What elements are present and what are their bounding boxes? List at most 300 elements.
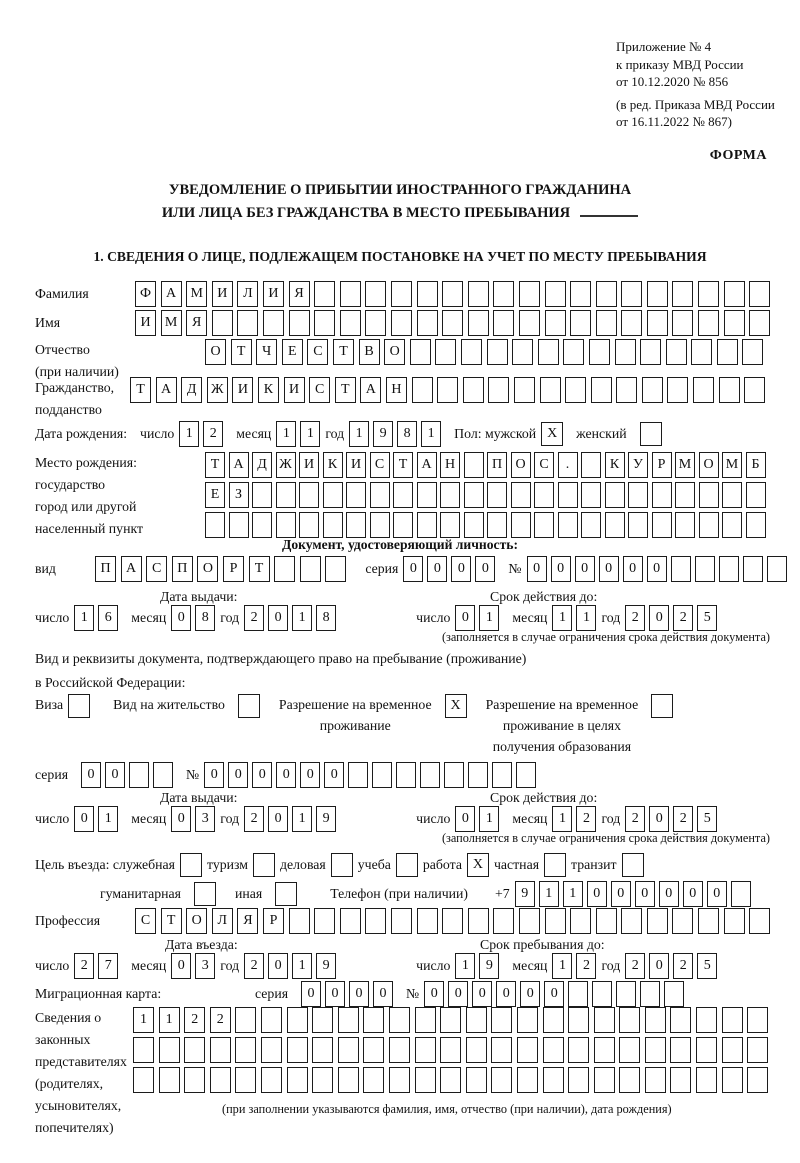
- sex-female-checkbox[interactable]: [640, 422, 662, 446]
- char-box: 0: [373, 981, 393, 1007]
- char-box: [616, 377, 637, 403]
- char-box: X: [467, 853, 489, 877]
- sex-female-label: женский: [576, 426, 627, 441]
- char-box: [731, 881, 751, 907]
- char-box: [640, 981, 660, 1007]
- char-box: З: [229, 482, 249, 508]
- year-label: год: [220, 610, 240, 625]
- purpose-business-checkbox[interactable]: [331, 853, 353, 877]
- birth-place-input-2[interactable]: [205, 482, 766, 508]
- char-box: [435, 339, 456, 365]
- char-box: Б: [746, 452, 766, 478]
- patronymic-note: (при наличии): [35, 364, 119, 379]
- char-box: 2: [203, 421, 223, 447]
- stay-day-input[interactable]: [455, 953, 499, 979]
- char-box: [68, 694, 90, 718]
- purpose-work-checkbox[interactable]: [467, 853, 489, 877]
- char-box: [340, 908, 361, 934]
- char-box: [194, 882, 216, 906]
- char-box: 0: [424, 981, 444, 1007]
- birth-place-input-3[interactable]: [205, 512, 766, 538]
- char-box: [391, 310, 412, 336]
- char-box: [493, 281, 514, 307]
- representatives-input-2[interactable]: [133, 1037, 768, 1063]
- char-box: О: [511, 452, 531, 478]
- char-box: [647, 281, 668, 307]
- char-box: 9: [515, 881, 535, 907]
- char-box: 0: [472, 981, 492, 1007]
- char-box: [516, 762, 536, 788]
- entry-purpose-row: [35, 853, 644, 877]
- char-box: [312, 1067, 333, 1093]
- char-box: [444, 762, 464, 788]
- migration-card-row: [35, 981, 684, 1007]
- char-box: С: [534, 452, 554, 478]
- day-label: число: [35, 610, 70, 625]
- char-box: И: [212, 281, 233, 307]
- doc-dates-row: [35, 605, 717, 631]
- purpose-private-label: частная: [493, 857, 540, 872]
- char-box: [568, 1037, 589, 1063]
- patronymic-label: Отчество: [35, 342, 90, 357]
- char-box: 0: [587, 881, 607, 907]
- char-box: 1: [349, 421, 369, 447]
- mc-number-input[interactable]: [424, 981, 684, 1007]
- char-box: 0: [228, 762, 248, 788]
- edu-permit-checkbox[interactable]: [651, 694, 673, 718]
- char-box: 0: [171, 806, 191, 832]
- char-box: [511, 482, 531, 508]
- char-box: [493, 310, 514, 336]
- char-box: [581, 512, 601, 538]
- year-label: год: [325, 426, 345, 441]
- char-box: [746, 512, 766, 538]
- char-box: [442, 310, 463, 336]
- visa-checkbox[interactable]: [68, 694, 90, 718]
- char-box: [722, 1007, 743, 1033]
- char-box: [722, 1037, 743, 1063]
- char-box: 0: [252, 762, 272, 788]
- char-box: [746, 482, 766, 508]
- permit-number-input[interactable]: [204, 762, 536, 788]
- char-box: 0: [268, 605, 288, 631]
- char-box: [312, 1007, 333, 1033]
- char-box: [544, 853, 566, 877]
- char-box: [691, 339, 712, 365]
- char-box: [129, 762, 149, 788]
- char-box: [261, 1007, 282, 1033]
- appendix-line: Приложение № 4: [616, 39, 712, 54]
- char-box: М: [186, 281, 207, 307]
- char-box: [622, 853, 644, 877]
- char-box: [534, 482, 554, 508]
- char-box: 0: [204, 762, 224, 788]
- char-box: [744, 377, 765, 403]
- doc-valid-day-input[interactable]: [455, 605, 499, 631]
- purpose-study-checkbox[interactable]: [396, 853, 418, 877]
- char-box: [274, 556, 295, 582]
- char-box: [570, 310, 591, 336]
- birth-place-input-1[interactable]: [205, 452, 766, 478]
- char-box: 0: [649, 605, 669, 631]
- char-box: С: [309, 377, 330, 403]
- citizenship-label-2: подданство: [35, 402, 102, 417]
- char-box: [565, 377, 586, 403]
- char-box: 2: [244, 605, 264, 631]
- char-box: 2: [184, 1007, 205, 1033]
- doc-issue-month-input[interactable]: [171, 605, 215, 631]
- purpose-transit-label: транзит: [571, 857, 617, 872]
- char-box: [664, 981, 684, 1007]
- char-box: [417, 512, 437, 538]
- char-box: [652, 482, 672, 508]
- purpose-official-checkbox[interactable]: [180, 853, 202, 877]
- sex-male-checkbox[interactable]: [541, 422, 563, 446]
- char-box: [570, 908, 591, 934]
- sex-male-label: Пол: мужской: [454, 426, 537, 441]
- char-box: [442, 908, 463, 934]
- year-label: год: [601, 610, 621, 625]
- purpose-official-label: Цель въезда: служебная: [35, 857, 176, 872]
- citizenship-input[interactable]: [130, 377, 765, 403]
- char-box: [568, 1067, 589, 1093]
- permit-series-label: серия: [35, 767, 69, 782]
- char-box: [615, 339, 636, 365]
- char-box: [238, 694, 260, 718]
- char-box: [594, 1007, 615, 1033]
- char-box: [491, 1007, 512, 1033]
- char-box: 0: [683, 881, 703, 907]
- char-box: [370, 512, 390, 538]
- char-box: [437, 377, 458, 403]
- char-box: [363, 1037, 384, 1063]
- form-title: [0, 179, 800, 225]
- mc-number-label: №: [406, 986, 420, 1001]
- profession-row: [35, 908, 770, 934]
- char-box: [517, 1037, 538, 1063]
- year-label: год: [601, 958, 621, 973]
- mc-series-input[interactable]: [301, 981, 393, 1007]
- day-label: число: [35, 958, 70, 973]
- char-box: [252, 482, 272, 508]
- doc-valid-month-input[interactable]: [552, 605, 596, 631]
- char-box: X: [445, 694, 467, 718]
- day-label: число: [416, 610, 451, 625]
- char-box: 0: [649, 806, 669, 832]
- char-box: 0: [527, 556, 547, 582]
- char-box: [645, 1067, 666, 1093]
- char-box: [468, 310, 489, 336]
- char-box: Ч: [256, 339, 277, 365]
- char-box: [591, 377, 612, 403]
- char-box: В: [359, 339, 380, 365]
- char-box: П: [487, 452, 507, 478]
- char-box: [672, 281, 693, 307]
- char-box: [365, 908, 386, 934]
- char-box: [466, 1067, 487, 1093]
- char-box: [672, 908, 693, 934]
- char-box: [323, 512, 343, 538]
- char-box: [289, 908, 310, 934]
- char-box: [670, 1067, 691, 1093]
- forma-label: ФОРМА: [709, 148, 767, 163]
- char-box: [517, 1007, 538, 1033]
- char-box: 1: [74, 605, 94, 631]
- char-box: [749, 281, 770, 307]
- representatives-label-6: попечителях): [35, 1120, 114, 1135]
- char-box: [464, 512, 484, 538]
- char-box: [159, 1067, 180, 1093]
- validity-note: (заполняется в случае ограничения срока действия документа): [441, 630, 770, 644]
- entry-year-input[interactable]: [244, 953, 336, 979]
- purpose-other-checkbox[interactable]: [275, 882, 297, 906]
- char-box: [287, 1037, 308, 1063]
- char-box: [287, 1007, 308, 1033]
- doc-issue-day-input[interactable]: [74, 605, 118, 631]
- char-box: [468, 908, 489, 934]
- char-box: [545, 310, 566, 336]
- char-box: [440, 512, 460, 538]
- doc-issue-year-input[interactable]: [244, 605, 336, 631]
- char-box: Я: [186, 310, 207, 336]
- permit-issue-year-input[interactable]: [244, 806, 336, 832]
- char-box: 1: [421, 421, 441, 447]
- char-box: [594, 1037, 615, 1063]
- char-box: 5: [697, 806, 717, 832]
- char-box: [440, 1007, 461, 1033]
- char-box: [331, 853, 353, 877]
- profession-input[interactable]: [135, 908, 770, 934]
- char-box: Р: [263, 908, 284, 934]
- temp-permit-label: Разрешение на временное проживание: [278, 697, 432, 733]
- char-box: 0: [74, 806, 94, 832]
- surname-input[interactable]: [135, 281, 770, 307]
- char-box: [581, 482, 601, 508]
- citizenship-label-1: Гражданство,: [35, 380, 115, 395]
- city-label-1: город или другой: [35, 499, 137, 514]
- char-box: [545, 908, 566, 934]
- char-box: [592, 981, 612, 1007]
- char-box: 2: [673, 953, 693, 979]
- char-box: Т: [231, 339, 252, 365]
- char-box: [346, 512, 366, 538]
- char-box: [487, 339, 508, 365]
- permit-issue-month-input[interactable]: [171, 806, 215, 832]
- char-box: [314, 310, 335, 336]
- stay-month-input[interactable]: [552, 953, 596, 979]
- char-box: [514, 377, 535, 403]
- representatives-label-2: законных: [35, 1032, 91, 1047]
- char-box: С: [135, 908, 156, 934]
- char-box: [517, 1067, 538, 1093]
- char-box: А: [360, 377, 381, 403]
- city-label-2: населенный пункт: [35, 521, 144, 536]
- char-box: 0: [551, 556, 571, 582]
- profession-label: Профессия: [35, 913, 101, 928]
- surname-row: [35, 281, 770, 307]
- permit-issue-date-label: Дата выдачи:: [160, 790, 238, 805]
- appendix-reference: [616, 38, 775, 131]
- blank-underline: [580, 203, 638, 217]
- char-box: [596, 310, 617, 336]
- doc-series-input[interactable]: [403, 556, 495, 582]
- purpose-tourism-checkbox[interactable]: [253, 853, 275, 877]
- birth-place-row-2: [205, 482, 766, 508]
- day-label: число: [416, 958, 451, 973]
- char-box: П: [172, 556, 193, 582]
- char-box: 0: [171, 953, 191, 979]
- residence-permit-checkbox[interactable]: [238, 694, 260, 718]
- char-box: [235, 1037, 256, 1063]
- char-box: 9: [373, 421, 393, 447]
- stay-until-label: Срок пребывания до:: [480, 937, 605, 952]
- permit-series-input[interactable]: [81, 762, 173, 788]
- char-box: [363, 1007, 384, 1033]
- birth-year-input[interactable]: [349, 421, 441, 447]
- permit-valid-month-input[interactable]: [552, 806, 596, 832]
- representatives-label-4: (родителях,: [35, 1076, 104, 1091]
- representatives-input-1[interactable]: [133, 1007, 768, 1033]
- name-input[interactable]: [135, 310, 770, 336]
- representatives-note: (при заполнении указываются фамилия, имя, отчество (при наличии), дата рождения): [222, 1102, 672, 1116]
- doc-type-input[interactable]: [95, 556, 346, 582]
- char-box: Ж: [207, 377, 228, 403]
- char-box: 1: [276, 421, 296, 447]
- char-box: [719, 556, 739, 582]
- char-box: Т: [393, 452, 413, 478]
- char-box: [695, 556, 715, 582]
- char-box: [742, 339, 763, 365]
- char-box: 0: [81, 762, 101, 788]
- doc-valid-year-input[interactable]: [625, 605, 717, 631]
- char-box: [724, 908, 745, 934]
- permit-valid-year-input[interactable]: [625, 806, 717, 832]
- char-box: [699, 482, 719, 508]
- char-box: О: [186, 908, 207, 934]
- char-box: [594, 1067, 615, 1093]
- char-box: [749, 908, 770, 934]
- char-box: [235, 1007, 256, 1033]
- char-box: [722, 1067, 743, 1093]
- char-box: [153, 762, 173, 788]
- purpose-transit-checkbox[interactable]: [622, 853, 644, 877]
- patronymic-input[interactable]: [205, 339, 763, 365]
- birth-day-input[interactable]: [179, 421, 223, 447]
- char-box: 2: [576, 806, 596, 832]
- char-box: 2: [74, 953, 94, 979]
- char-box: [519, 310, 540, 336]
- char-box: [261, 1067, 282, 1093]
- char-box: [519, 908, 540, 934]
- char-box: 6: [98, 605, 118, 631]
- char-box: 0: [451, 556, 471, 582]
- purpose-private-checkbox[interactable]: [544, 853, 566, 877]
- purpose-humanitarian-label: гуманитарная: [100, 886, 181, 901]
- char-box: 2: [576, 953, 596, 979]
- representatives-input-3[interactable]: [133, 1067, 768, 1093]
- residence-permit-label: Вид на жительство: [113, 697, 225, 712]
- entry-day-input[interactable]: [74, 953, 118, 979]
- year-label: год: [220, 811, 240, 826]
- char-box: [417, 482, 437, 508]
- char-box: 1: [552, 953, 572, 979]
- char-box: 1: [179, 421, 199, 447]
- char-box: [464, 452, 484, 478]
- permit-series-row: [35, 762, 536, 788]
- char-box: 1: [479, 605, 499, 631]
- permit-valid-day-input[interactable]: [455, 806, 499, 832]
- representatives-label-1: Сведения о: [35, 1010, 102, 1025]
- representatives-label-5: усыновителях,: [35, 1098, 122, 1113]
- phone-input[interactable]: [515, 881, 751, 907]
- char-box: [621, 281, 642, 307]
- char-box: 9: [316, 953, 336, 979]
- char-box: [563, 339, 584, 365]
- appendix-line: от 10.12.2020 № 856: [616, 74, 729, 89]
- char-box: 2: [210, 1007, 231, 1033]
- char-box: 0: [349, 981, 369, 1007]
- char-box: 0: [611, 881, 631, 907]
- char-box: [365, 281, 386, 307]
- identity-doc-row: [35, 556, 787, 582]
- char-box: [672, 310, 693, 336]
- char-box: [645, 1037, 666, 1063]
- char-box: [261, 1037, 282, 1063]
- stay-year-input[interactable]: [625, 953, 717, 979]
- char-box: [619, 1037, 640, 1063]
- birth-month-input[interactable]: [276, 421, 320, 447]
- char-box: О: [699, 452, 719, 478]
- char-box: [558, 512, 578, 538]
- temp-permit-checkbox[interactable]: [445, 694, 467, 718]
- name-label: Имя: [35, 315, 61, 330]
- char-box: [491, 1037, 512, 1063]
- char-box: 0: [171, 605, 191, 631]
- char-box: [412, 377, 433, 403]
- birth-place-row-3: [205, 512, 766, 538]
- char-box: 0: [324, 762, 344, 788]
- year-label: год: [220, 958, 240, 973]
- char-box: [415, 1067, 436, 1093]
- char-box: [719, 377, 740, 403]
- char-box: [205, 512, 225, 538]
- char-box: 0: [635, 881, 655, 907]
- edu-permit-label: Разрешение на временное проживание в целях получения образования: [485, 697, 639, 754]
- char-box: Р: [652, 452, 672, 478]
- char-box: [493, 908, 514, 934]
- entry-month-input[interactable]: [171, 953, 215, 979]
- char-box: 1: [292, 953, 312, 979]
- char-box: 2: [244, 953, 264, 979]
- doc-number-input[interactable]: [527, 556, 787, 582]
- permit-dates-row: [35, 806, 717, 832]
- purpose-tourism-label: туризм: [207, 857, 249, 872]
- char-box: [237, 310, 258, 336]
- char-box: [289, 310, 310, 336]
- purpose-study-label: учеба: [357, 857, 391, 872]
- permit-issue-day-input[interactable]: [74, 806, 118, 832]
- purpose-humanitarian-checkbox[interactable]: [194, 882, 216, 906]
- char-box: [253, 853, 275, 877]
- migration-card-label: Миграционная карта:: [35, 986, 162, 1001]
- char-box: И: [135, 310, 156, 336]
- doc-series-label: серия: [365, 561, 399, 576]
- birth-place-row-1: [205, 452, 766, 478]
- char-box: 0: [105, 762, 125, 788]
- char-box: [619, 1007, 640, 1033]
- char-box: 0: [268, 953, 288, 979]
- month-label: месяц: [512, 958, 548, 973]
